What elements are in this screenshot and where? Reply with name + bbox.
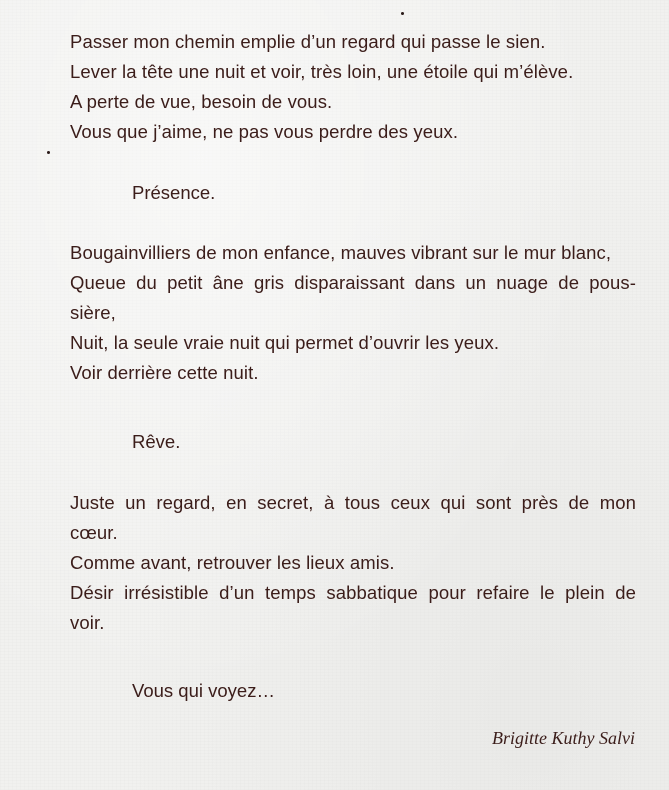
section-title-vous-qui-voyez: Vous qui voyez… [132,680,275,701]
poem-line: Juste un regard, en secret, à tous ceux qui sont près de mon [70,492,636,513]
section-title-reve: Rêve. [132,431,181,452]
poem-line: Lever la tête une nuit et voir, très loin, une étoile qui m’élève. [70,61,574,82]
poem-line: Voir derrière cette nuit. [70,362,259,383]
author-signature: Brigitte Kuthy Salvi [492,728,635,748]
poem-line: Désir irrésistible d’un temps sabbatique pour refaire le plein de [70,582,636,603]
poem-line: Bougainvilliers de mon enfance, mauves vibrant sur le mur blanc, [70,242,612,263]
stanza-1 [70,27,636,147]
poem-line: cœur. [70,522,118,543]
poem-line: sière, [70,302,116,323]
poem-line: Comme avant, retrouver les lieux amis. [70,552,395,573]
section-title-presence: Présence. [132,182,216,203]
paper-speck [47,151,50,154]
poem-line: Passer mon chemin emplie d’un regard qui passe le sien. [70,31,546,52]
poem-line: voir. [70,612,105,633]
poem-line: A perte de vue, besoin de vous. [70,91,333,112]
stanza-3 [70,488,636,638]
poem-line: Vous que j’aime, ne pas vous perdre des yeux. [70,121,459,142]
stanza-2 [70,238,636,388]
poem-line: Queue du petit âne gris disparaissant dans un nuage de pous- [70,272,636,293]
poem-line: Nuit, la seule vraie nuit qui permet d’ouvrir les yeux. [70,332,500,353]
paper-speck [401,12,404,15]
